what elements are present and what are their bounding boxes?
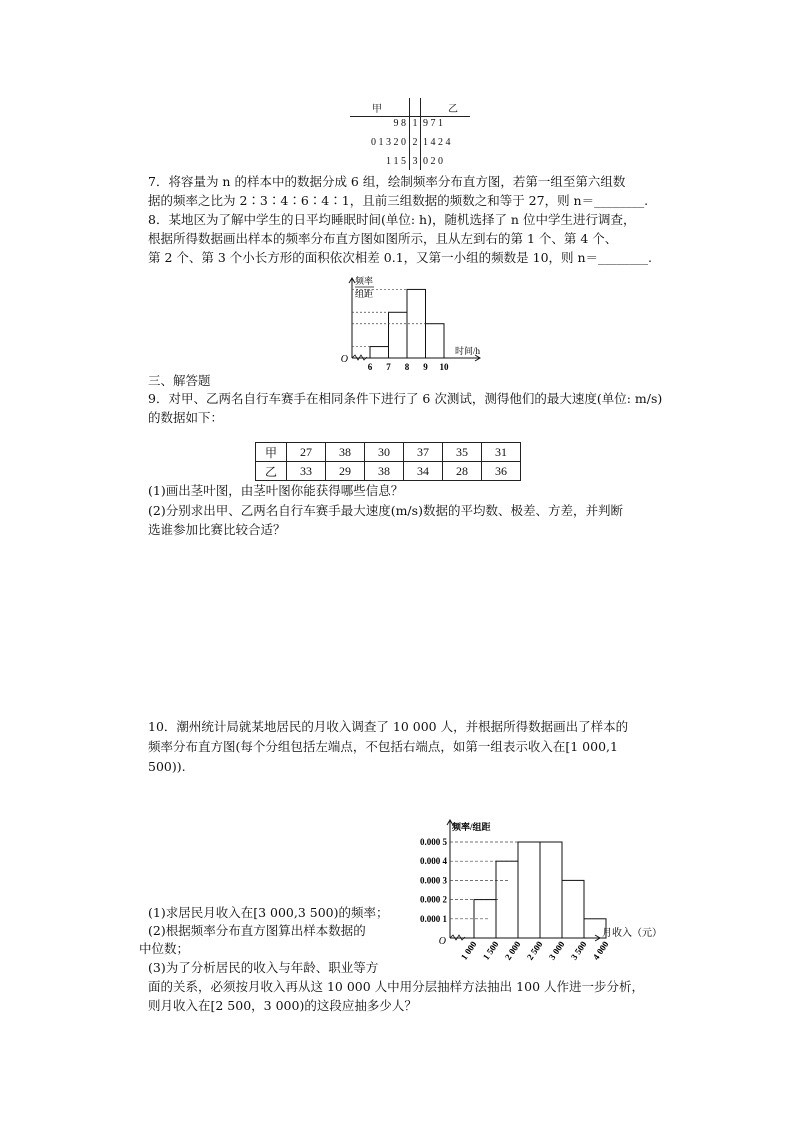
histogram-bar bbox=[496, 861, 518, 938]
speed-table bbox=[255, 442, 521, 481]
y-axis-label: 频率/组距 bbox=[452, 822, 491, 832]
x-tick-label: 1 000 bbox=[458, 939, 479, 962]
stem-leaf-right-header: 乙 bbox=[448, 104, 458, 115]
stem-leaf-left-leaves: 9 8 bbox=[393, 118, 406, 129]
x-tick-label: 8 bbox=[404, 362, 410, 372]
q7-line-1: 7．将容量为 n 的样本中的数据分成 6 组，绘制频率分布直方图，若第一组至第六组数 bbox=[148, 174, 626, 189]
y-axis-label: 组距 bbox=[355, 289, 374, 299]
q8-line-2: 根据所得数据画出样本的频率分布直方图如图所示，且从左到右的第 1 个、第 4 个、 bbox=[148, 231, 618, 246]
histogram-bar bbox=[518, 842, 540, 938]
table-cell: 37 bbox=[404, 443, 443, 462]
stem-leaf-header-rule bbox=[350, 116, 470, 117]
table-cell: 38 bbox=[326, 443, 365, 462]
origin-label: O bbox=[438, 936, 446, 947]
q10-line-1: 10．潮州统计局就某地居民的月收入调查了 10 000 人，并根据所得数据画出了样本的 bbox=[148, 719, 629, 734]
q7-line-2: 据的频率之比为 2∶3∶4∶6∶4∶1，且前三组数据的频数之和等于 27，则 n＝________. bbox=[148, 193, 649, 208]
q10-sub-3a: (3)为了分析居民的收入与年龄、职业等方 bbox=[148, 960, 379, 975]
table-cell: 34 bbox=[404, 462, 443, 481]
histogram-bar bbox=[389, 312, 408, 358]
q10-sub-1: (1)求居民月收入在[3 000,3 500)的频率； bbox=[148, 905, 389, 920]
stem-leaf-right-leaves: 0 2 0 bbox=[423, 156, 443, 167]
stem-leaf-right-leaves: 9 7 1 bbox=[423, 118, 443, 129]
q10-sub-2a: (2)根据频率分布直方图算出样本数据的 bbox=[148, 923, 366, 938]
q9-sub-2b: 选谁参加比赛比较合适？ bbox=[148, 522, 286, 537]
x-tick-label: 9 bbox=[423, 362, 428, 372]
q10-line-3: 500)). bbox=[148, 759, 186, 774]
income-histogram bbox=[400, 812, 670, 970]
q9-line-2: 的数据如下： bbox=[148, 410, 224, 425]
section-heading: 三、解答题 bbox=[148, 373, 211, 388]
y-tick-label: 0.000 3 bbox=[420, 875, 447, 886]
q10-sub-3c: 则月收入在[2 500，3 000)的这段应抽多少人？ bbox=[148, 998, 417, 1013]
q10-sub-2b: 中位数； bbox=[139, 941, 190, 956]
x-tick-label: 2 500 bbox=[524, 939, 545, 962]
table-row-name: 甲 bbox=[256, 443, 287, 462]
x-tick-label: 4 000 bbox=[590, 939, 611, 962]
table-cell: 28 bbox=[443, 462, 482, 481]
table-cell: 31 bbox=[482, 443, 521, 462]
y-tick-label: 0.000 5 bbox=[420, 837, 447, 847]
y-tick-label: 0.000 2 bbox=[420, 894, 447, 905]
table-cell: 27 bbox=[287, 443, 326, 462]
stem-leaf-stem: 3 bbox=[412, 156, 418, 167]
origin-label: O bbox=[340, 354, 348, 365]
q10-sub-3b: 面的关系，必须按月收入再从这 10 000 人中用分层抽样方法抽出 100 人作进一步分析， bbox=[148, 979, 644, 994]
stem-leaf-right-leaves: 1 4 2 4 bbox=[423, 137, 451, 148]
stem-leaf-stem: 1 bbox=[412, 118, 418, 129]
table-cell: 35 bbox=[443, 443, 482, 462]
table-cell: 30 bbox=[365, 443, 404, 462]
q9-sub-2a: (2)分别求出甲、乙两名自行车赛手最大速度(m/s)数据的平均数、极差、方差，并判断 bbox=[148, 503, 623, 518]
x-tick-label: 6 bbox=[367, 362, 373, 372]
table-cell: 29 bbox=[326, 462, 365, 481]
histogram-bar bbox=[540, 842, 562, 938]
q8-line-3: 第 2 个、第 3 个小长方形的面积依次相差 0.1，又第一小组的频数是 10，则 n＝________. bbox=[148, 250, 653, 265]
y-tick-label: 0.000 1 bbox=[420, 913, 447, 924]
stem-leaf-stem: 2 bbox=[412, 137, 418, 148]
histogram-bar bbox=[426, 324, 445, 358]
table-cell: 38 bbox=[365, 462, 404, 481]
table-cell: 36 bbox=[482, 462, 521, 481]
x-tick-label: 10 bbox=[439, 362, 449, 372]
x-axis-label: 月收入（元） bbox=[602, 928, 662, 939]
x-tick-label: 3 500 bbox=[568, 939, 589, 962]
x-tick-label: 2 000 bbox=[502, 939, 523, 962]
q9-sub-1: (1)画出茎叶图，由茎叶图你能获得哪些信息？ bbox=[148, 483, 404, 498]
table-cell: 33 bbox=[287, 462, 326, 481]
stem-leaf-left-leaves: 0 1 3 2 0 bbox=[371, 137, 406, 148]
x-tick-label: 1 500 bbox=[480, 939, 501, 962]
x-tick-label: 3 000 bbox=[546, 939, 567, 962]
y-axis-label: 频率 bbox=[355, 276, 374, 286]
q10-line-2: 频率分布直方图(每个分组包括左端点，不包括右端点，如第一组表示收入在[1 000,1 bbox=[148, 739, 618, 754]
table-row bbox=[256, 462, 521, 481]
histogram-bar bbox=[370, 347, 389, 358]
x-axis-label: 时间/h bbox=[454, 346, 480, 356]
q8-line-1: 8．某地区为了解中学生的日平均睡眠时间(单位: h)，随机选择了 n 位中学生进行调查， bbox=[148, 212, 636, 227]
stem-leaf-left-header: 甲 bbox=[372, 104, 382, 115]
stem-leaf-divider-right bbox=[420, 98, 421, 170]
table-row bbox=[256, 443, 521, 462]
x-tick-label: 7 bbox=[386, 362, 391, 372]
histogram-bar bbox=[562, 880, 584, 938]
y-tick-label: 0.000 4 bbox=[420, 856, 447, 867]
q9-line-1: 9．对甲、乙两名自行车赛手在相同条件下进行了 6 次测试，测得他们的最大速度(单位: m/s) bbox=[148, 391, 663, 406]
table-row-name: 乙 bbox=[256, 462, 287, 481]
sleep-histogram bbox=[330, 270, 500, 378]
stem-leaf-left-leaves: 1 1 5 bbox=[386, 156, 406, 167]
